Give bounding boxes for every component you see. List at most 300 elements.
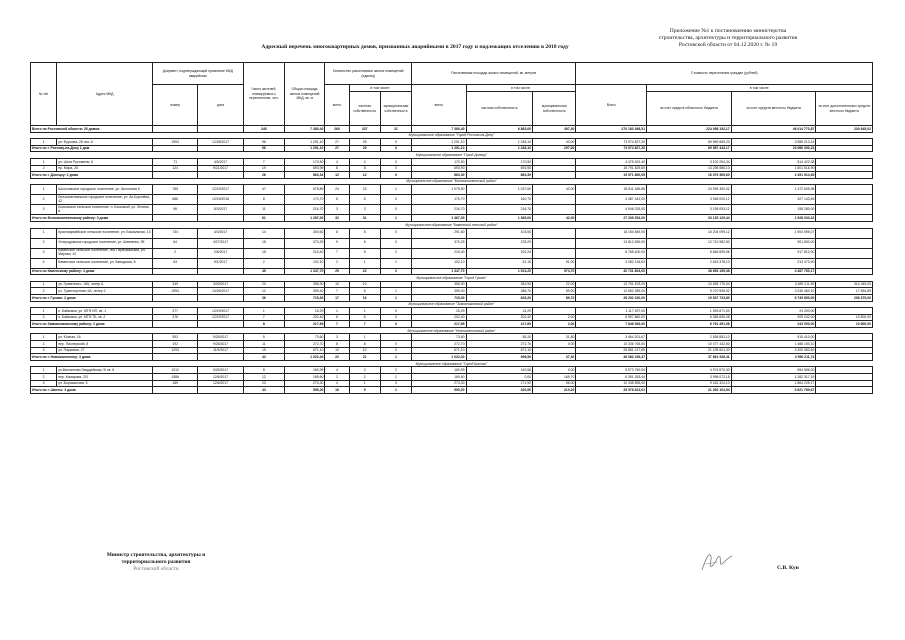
subtotal-cell: 73 974 827,20 bbox=[576, 145, 647, 152]
table-row bbox=[31, 334, 873, 341]
table-cell: 1293 bbox=[152, 347, 197, 354]
table-cell: 1 bbox=[349, 380, 380, 387]
table-cell: 1586 bbox=[152, 374, 197, 381]
subtotal-cell: 22 bbox=[349, 268, 380, 275]
address-cell: пер. Комарова, 2/3 bbox=[57, 374, 153, 381]
subtotal-cell: 21 262 104,94 bbox=[647, 387, 732, 394]
subtotal-cell: 42 bbox=[243, 354, 284, 361]
subtotal-label: Итого по г. Новошахтинску: 3 дома bbox=[31, 354, 153, 361]
table-cell: 29 bbox=[349, 139, 380, 146]
table-cell: 3 bbox=[31, 380, 57, 387]
table-cell: 5 573 750,00 bbox=[576, 367, 647, 374]
subtotal-cell: 1 bbox=[380, 387, 411, 394]
subtotal-cell bbox=[816, 215, 873, 222]
municipality-header-row bbox=[31, 152, 873, 159]
table-cell: 5 bbox=[325, 195, 349, 205]
table-cell: 1 bbox=[380, 288, 411, 295]
address-cell: Каменское сельское поселение, ул. Заводская, 8 bbox=[57, 258, 153, 268]
table-row bbox=[31, 341, 873, 348]
table-cell: 2 bbox=[31, 238, 57, 248]
subtotal-cell: 32 bbox=[325, 215, 349, 222]
table-cell: 734 bbox=[152, 228, 197, 238]
table-cell: 202,40 bbox=[466, 314, 533, 321]
address-cell: ул. Шота Руставели, 6 bbox=[57, 158, 153, 165]
table-cell: 12/6/2017 bbox=[198, 374, 243, 381]
table-cell: 3/29/2017 bbox=[198, 281, 243, 288]
table-cell: 149,56 bbox=[466, 367, 533, 374]
table-cell: 2 bbox=[31, 195, 57, 205]
table-cell: 9/25/2017 bbox=[198, 334, 243, 341]
table-cell bbox=[816, 228, 873, 238]
subtotal-cell: 42,00 bbox=[533, 215, 576, 222]
table-cell: 8 bbox=[349, 165, 380, 172]
table-cell: 16 204 099,12 bbox=[647, 228, 732, 238]
address-cell: п. Байковка, ул. МТФ ИП, кв. 1 bbox=[57, 308, 153, 315]
header-area-private: частная собственность bbox=[466, 92, 533, 126]
address-cell: Углеродовское городское поселение, ул. Шевченко, 95 bbox=[57, 238, 153, 248]
table-cell: 1 079,50 bbox=[412, 185, 466, 195]
table-cell: 1 601 516,90 bbox=[731, 165, 816, 172]
table-cell: 1 bbox=[31, 334, 57, 341]
table-cell: 377 bbox=[152, 308, 197, 315]
table-cell: 0 bbox=[380, 238, 411, 248]
table-cell bbox=[816, 195, 873, 205]
table-cell: 169,70 bbox=[533, 374, 576, 381]
table-cell: 171,90 bbox=[466, 380, 533, 387]
subtotal-cell bbox=[198, 215, 243, 222]
table-cell: 0 bbox=[380, 341, 411, 348]
table-cell: 4/3/2017 bbox=[198, 228, 243, 238]
table-cell: 63 bbox=[152, 258, 197, 268]
table-cell bbox=[816, 248, 873, 258]
table-cell: 4 bbox=[31, 258, 57, 268]
table-cell: 1 248,10 bbox=[466, 139, 533, 146]
table-cell: 785 bbox=[152, 185, 197, 195]
minister-title-line-3: Ростовской области bbox=[133, 566, 179, 572]
table-cell: 19 bbox=[243, 347, 284, 354]
subtotal-cell: 217,69 bbox=[466, 321, 533, 328]
table-cell: 370,29 bbox=[412, 238, 466, 248]
table-cell: 1 472 605,98 bbox=[731, 185, 816, 195]
subtotal-cell bbox=[198, 387, 243, 394]
table-cell: 8 bbox=[243, 367, 284, 374]
table-cell: 23 bbox=[243, 380, 284, 387]
table-cell: 5 846 695,96 bbox=[647, 248, 732, 258]
subtotal-row bbox=[31, 321, 873, 328]
table-cell: 160,99 bbox=[285, 367, 325, 374]
subtotal-cell bbox=[533, 172, 576, 179]
table-cell: 21 195 621,30 bbox=[647, 347, 732, 354]
table-cell: 1 bbox=[325, 308, 349, 315]
table-cell: 1 bbox=[349, 334, 380, 341]
table-cell bbox=[533, 158, 576, 165]
appendix-line-1: Приложение №1 к постановлению министерства bbox=[669, 28, 787, 34]
subtotal-cell: 26 bbox=[243, 172, 284, 179]
table-cell: 10/25/2017 bbox=[198, 288, 243, 295]
table-cell: 1 904 595,07 bbox=[731, 228, 816, 238]
header-no: № п/п bbox=[31, 63, 57, 126]
table-cell: 356,90 bbox=[412, 281, 466, 288]
subtotal-cell: 973,70 bbox=[533, 268, 576, 275]
table-cell bbox=[533, 238, 576, 248]
subtotal-cell: 863,30 bbox=[466, 172, 533, 179]
table-cell bbox=[816, 139, 873, 146]
table-cell: 1953 bbox=[152, 139, 197, 146]
table-cell: 51,00 bbox=[533, 258, 576, 268]
table-cell: 1012 bbox=[152, 367, 197, 374]
subtotal-cell bbox=[152, 145, 197, 152]
table-cell: 6 bbox=[325, 314, 349, 321]
subtotal-cell bbox=[198, 145, 243, 152]
subtotal-cell: 5 bbox=[349, 387, 380, 394]
table-cell: 5 bbox=[349, 195, 380, 205]
grand-total-cell: 230 645,02 bbox=[816, 126, 873, 133]
subtotal-cell: 38 653 159,38 bbox=[647, 268, 732, 275]
table-cell: 11 bbox=[243, 341, 284, 348]
table-cell: 274,30 bbox=[285, 380, 325, 387]
table-cell: 14 bbox=[243, 228, 284, 238]
table-cell: 1 291,10 bbox=[285, 139, 325, 146]
table-cell: 376 bbox=[152, 314, 197, 321]
table-row bbox=[31, 248, 873, 258]
table-cell: 73,60 bbox=[412, 334, 466, 341]
table-cell: 291,60 bbox=[412, 228, 466, 238]
table-cell: 2 bbox=[31, 341, 57, 348]
table-cell: 8 bbox=[349, 228, 380, 238]
table-cell: 4/27/2017 bbox=[198, 238, 243, 248]
municipality-label: Муниципальное образование "Город Гуково" bbox=[31, 275, 873, 282]
table-cell: 8 bbox=[325, 228, 349, 238]
table-cell: 170,50 bbox=[285, 158, 325, 165]
subtotal-cell: 1 291,10 bbox=[412, 145, 466, 152]
address-cell: ул.Вахтангово-Гвардейская, 9/ кв. 6 bbox=[57, 367, 153, 374]
table-cell bbox=[380, 334, 411, 341]
table-cell: 215,40 bbox=[285, 248, 325, 258]
table-cell: 1 037,60 bbox=[466, 185, 533, 195]
table-cell: 1 bbox=[31, 281, 57, 288]
subtotal-row bbox=[31, 268, 873, 275]
address-cell: Шолоховское городское поселение, ул. Шолохова 6 bbox=[57, 185, 153, 195]
table-cell: 5 bbox=[349, 248, 380, 258]
table-cell: 1 bbox=[31, 308, 57, 315]
table-cell: 356,90 bbox=[285, 281, 325, 288]
table-cell: 42,00 bbox=[533, 185, 576, 195]
address-cell: ул. Южная, 16 bbox=[57, 334, 153, 341]
header-residents: Число жителей, планируемых к переселению, чел. bbox=[243, 63, 284, 126]
subtotal-cell: 595,20 bbox=[285, 387, 325, 394]
subtotal-cell: 33 135 129,44 bbox=[647, 215, 732, 222]
address-cell: ул. Парковая, 27 bbox=[57, 347, 153, 354]
table-cell: 7 bbox=[243, 158, 284, 165]
subtotal-cell bbox=[198, 294, 243, 301]
header-doc-date: дата bbox=[198, 85, 243, 126]
table-cell: 327 143,46 bbox=[731, 195, 816, 205]
subtotal-cell: 46 082 239,37 bbox=[576, 354, 647, 361]
table-cell: 300,60 bbox=[285, 228, 325, 238]
table-cell: 0 bbox=[380, 205, 411, 215]
table-cell: 216,70 bbox=[285, 205, 325, 215]
address-cell: ул. Транспортная, 6А, литер 2 bbox=[57, 288, 153, 295]
subtotal-cell bbox=[152, 354, 197, 361]
header-cost-total: Всего bbox=[576, 85, 647, 126]
subtotal-cell bbox=[816, 172, 873, 179]
table-cell: 359,40 bbox=[412, 288, 466, 295]
subtotal-cell: 27 209 254,00 bbox=[576, 215, 647, 222]
table-cell: 12 552 289,00 bbox=[576, 288, 647, 295]
table-cell: 2,00 bbox=[533, 314, 576, 321]
subtotal-cell: 22 bbox=[325, 354, 349, 361]
table-cell: 160,99 bbox=[412, 367, 466, 374]
table-cell: 59,00 bbox=[533, 288, 576, 295]
table-cell: 103,50 bbox=[466, 228, 533, 238]
table-cell: 1 bbox=[349, 308, 380, 315]
table-cell: 3 082 134,00 bbox=[576, 258, 647, 268]
table-cell: 0,00 bbox=[533, 367, 576, 374]
municipality-header-row bbox=[31, 178, 873, 185]
table-cell: 0,00 bbox=[466, 374, 533, 381]
table-cell: 693,99 bbox=[285, 165, 325, 172]
table-row bbox=[31, 374, 873, 381]
subtotal-cell: 998,50 bbox=[466, 354, 533, 361]
table-cell: 24 bbox=[325, 185, 349, 195]
table-cell bbox=[816, 341, 873, 348]
header-area-municipal: муниципальная собственность bbox=[533, 92, 576, 126]
table-cell: 15 bbox=[243, 238, 284, 248]
table-cell: 359,40 bbox=[285, 288, 325, 295]
table-cell: 10 800,00 bbox=[816, 314, 873, 321]
subtotal-cell: 29 bbox=[349, 145, 380, 152]
subtotal-cell: 1 347,70 bbox=[285, 268, 325, 275]
subtotal-cell: 1 287,00 bbox=[285, 215, 325, 222]
table-cell: 15 bbox=[243, 248, 284, 258]
table-cell bbox=[816, 205, 873, 215]
table-cell: 1 bbox=[349, 258, 380, 268]
table-cell: 26 511 456,86 bbox=[576, 185, 647, 195]
subtotal-cell: 89,70 bbox=[533, 294, 576, 301]
table-row bbox=[31, 228, 873, 238]
table-cell: 27 bbox=[325, 139, 349, 146]
table-cell: 13 298 586,10 bbox=[647, 165, 732, 172]
table-cell bbox=[816, 185, 873, 195]
table-cell: 18 154 849,00 bbox=[576, 228, 647, 238]
table-cell: 5/25/2017 bbox=[198, 367, 243, 374]
table-cell: 8 bbox=[325, 341, 349, 348]
municipality-header-row bbox=[31, 301, 873, 308]
table-cell: 0 bbox=[380, 158, 411, 165]
subtotal-cell: 25 bbox=[325, 268, 349, 275]
subtotal-cell bbox=[816, 387, 873, 394]
table-cell: 10 bbox=[325, 281, 349, 288]
table-cell: 6 597 860,00 bbox=[576, 314, 647, 321]
subtotal-cell: 23 986 390,23 bbox=[731, 145, 816, 152]
subtotal-cell: 0 bbox=[380, 321, 411, 328]
table-cell bbox=[533, 228, 576, 238]
table-cell: 2 bbox=[31, 288, 57, 295]
subtotal-cell: 715,30 bbox=[285, 294, 325, 301]
register-table bbox=[30, 62, 873, 394]
table-cell: 12 bbox=[243, 288, 284, 295]
subtotal-cell: 243 000,00 bbox=[731, 321, 816, 328]
table-cell: 314 345,00 bbox=[816, 281, 873, 288]
subtotal-cell: 3 487 760,17 bbox=[731, 268, 816, 275]
subtotal-cell: 210,20 bbox=[533, 387, 576, 394]
table-cell: 0 bbox=[380, 314, 411, 321]
table-cell: 8 bbox=[349, 341, 380, 348]
subtotal-cell: 297,00 bbox=[533, 145, 576, 152]
table-cell bbox=[816, 367, 873, 374]
table-cell bbox=[816, 308, 873, 315]
table-cell: 51,10 bbox=[466, 258, 533, 268]
table-row bbox=[31, 195, 873, 205]
table-row bbox=[31, 367, 873, 374]
table-cell: 9/21/2017 bbox=[198, 165, 243, 172]
subtotal-cell: 69 987 443,17 bbox=[647, 145, 732, 152]
subtotal-cell: 1 bbox=[380, 294, 411, 301]
subtotal-cell: 45 bbox=[243, 268, 284, 275]
table-cell: 2 bbox=[31, 165, 57, 172]
table-cell: 4 974 870,30 bbox=[647, 367, 732, 374]
table-cell bbox=[816, 347, 873, 354]
table-cell: 7 bbox=[325, 248, 349, 258]
table-cell: 272,70 bbox=[412, 341, 466, 348]
table-cell bbox=[816, 380, 873, 387]
table-cell: 96 bbox=[243, 139, 284, 146]
subtotal-cell: 37 661 926,41 bbox=[647, 354, 732, 361]
table-cell: 4/5/2017 bbox=[198, 158, 243, 165]
table-cell: 515 410,00 bbox=[731, 334, 816, 341]
table-cell: 12 710 982,50 bbox=[647, 238, 732, 248]
table-cell: 4 bbox=[349, 158, 380, 165]
header-cost-regional: за счет средств областного бюджета bbox=[647, 92, 732, 126]
table-cell bbox=[533, 308, 576, 315]
table-cell bbox=[533, 165, 576, 172]
table-cell: 2 bbox=[325, 258, 349, 268]
subtotal-label: Итого по г. Донецку: 2 дома bbox=[31, 172, 153, 179]
municipality-header-row bbox=[31, 221, 873, 228]
table-cell: 378,29 bbox=[466, 238, 533, 248]
table-row bbox=[31, 165, 873, 172]
header-doc-number: номер bbox=[152, 85, 197, 126]
subtotal-cell: 16 079 365,60 bbox=[647, 172, 732, 179]
table-cell: 8 bbox=[349, 238, 380, 248]
subtotal-cell bbox=[198, 321, 243, 328]
table-cell: 3 487 442,00 bbox=[576, 195, 647, 205]
table-cell: 3 230 463,10 bbox=[731, 288, 816, 295]
table-cell: 0,00 bbox=[533, 341, 576, 348]
table-cell: 693,90 bbox=[466, 165, 533, 172]
subtotal-cell bbox=[198, 172, 243, 179]
table-cell: 6 765 400,00 bbox=[576, 248, 647, 258]
table-cell: 671,10 bbox=[412, 347, 466, 354]
table-cell: 693,90 bbox=[412, 165, 466, 172]
subtotal-cell: 206 375,00 bbox=[816, 294, 873, 301]
header-area: Общая площадь жилых помещений МКД, кв. м bbox=[285, 63, 325, 126]
subtotal-cell: 31 bbox=[349, 215, 380, 222]
subtotal-cell: 7 846 083,00 bbox=[576, 321, 647, 328]
table-cell: 9 181 324,10 bbox=[647, 380, 732, 387]
subtotal-cell: 25 976 813,01 bbox=[576, 387, 647, 394]
table-cell: 43,00 bbox=[533, 139, 576, 146]
table-cell: 10 bbox=[349, 347, 380, 354]
table-cell: 55,20 bbox=[466, 334, 533, 341]
table-row bbox=[31, 308, 873, 315]
subtotal-cell: 8 bbox=[243, 321, 284, 328]
header-rooms: Количество расселяемых жилых помещений (единиц) bbox=[325, 63, 412, 85]
subtotal-cell: 217,69 bbox=[412, 321, 466, 328]
municipality-label: Муниципальное образование "Каменский сельский район" bbox=[31, 221, 873, 228]
table-cell: 2 bbox=[152, 248, 197, 258]
table-cell: 671,10 bbox=[285, 347, 325, 354]
table-cell: 23 bbox=[349, 185, 380, 195]
header-rooms-municipal: муниципальная собственность bbox=[380, 92, 411, 126]
table-cell: 170,50 bbox=[466, 158, 533, 165]
subtotal-cell: 40 731 804,00 bbox=[576, 268, 647, 275]
table-cell: 6 391 253,44 bbox=[576, 374, 647, 381]
table-row bbox=[31, 288, 873, 295]
signatory-name: С.В. Кун bbox=[777, 565, 799, 571]
table-cell: 73,60 bbox=[285, 334, 325, 341]
table-cell: 1 117 497,00 bbox=[576, 308, 647, 315]
subtotal-cell: 3 950 211,74 bbox=[731, 354, 816, 361]
table-cell: 3 195 053,12 bbox=[647, 205, 732, 215]
table-cell: 3 bbox=[349, 205, 380, 215]
subtotal-cell bbox=[816, 145, 873, 152]
table-cell: 1 864 225,17 bbox=[731, 380, 816, 387]
subtotal-cell: 12 bbox=[325, 172, 349, 179]
table-cell: 124 bbox=[152, 165, 197, 172]
table-cell: 8/3/2017 bbox=[198, 205, 243, 215]
table-cell: 170,70 bbox=[285, 195, 325, 205]
table-cell: 0 bbox=[380, 195, 411, 205]
address-cell: ул. Ворошилова, 5 bbox=[57, 380, 153, 387]
subtotal-cell: 27 bbox=[325, 145, 349, 152]
municipality-header-row bbox=[31, 360, 873, 367]
register-body bbox=[31, 126, 873, 394]
table-row bbox=[31, 347, 873, 354]
address-cell: пер. Пионерский, 8 bbox=[57, 341, 153, 348]
subtotal-cell: 43 bbox=[243, 387, 284, 394]
subtotal-cell: 16 bbox=[325, 387, 349, 394]
table-cell: 192 bbox=[152, 341, 197, 348]
table-row bbox=[31, 258, 873, 268]
table-cell: 3 bbox=[31, 248, 57, 258]
table-row bbox=[31, 158, 873, 165]
table-cell: 170,50 bbox=[412, 158, 466, 165]
table-cell: 102,10 bbox=[412, 258, 466, 268]
table-cell: 3 bbox=[325, 205, 349, 215]
table-cell: 9/1/2017 bbox=[198, 258, 243, 268]
grand-total-cell: 345 bbox=[243, 126, 284, 133]
table-cell: 1 bbox=[380, 258, 411, 268]
table-cell: 2/5/2017 bbox=[198, 248, 243, 258]
subtotal-cell: 36 bbox=[243, 294, 284, 301]
header-rooms-total: всего bbox=[325, 85, 349, 126]
address-cell: ул. Гривенного, 165, литер А bbox=[57, 281, 153, 288]
grand-total-cell: 270 183 368,51 bbox=[576, 126, 647, 133]
table-cell: 6 bbox=[349, 314, 380, 321]
address-cell: Красноармейское сельское поселение, ул. Вокзальная, 13 bbox=[57, 228, 153, 238]
table-cell: 10 bbox=[325, 347, 349, 354]
table-cell: 1 bbox=[380, 374, 411, 381]
table-cell: 11/9/2017 bbox=[198, 347, 243, 354]
table-cell: 24 094 300,02 bbox=[647, 185, 732, 195]
header-cost: Стоимость переселения граждан (рублей) bbox=[576, 63, 873, 85]
subtotal-label: Итого по Зимовниковскому району: 2 дома bbox=[31, 321, 153, 328]
table-cell: 2 bbox=[349, 374, 380, 381]
table-cell: 694 556,00 bbox=[731, 367, 816, 374]
grand-total-cell: 7 380,40 bbox=[285, 126, 325, 133]
table-cell: 686 bbox=[152, 195, 197, 205]
